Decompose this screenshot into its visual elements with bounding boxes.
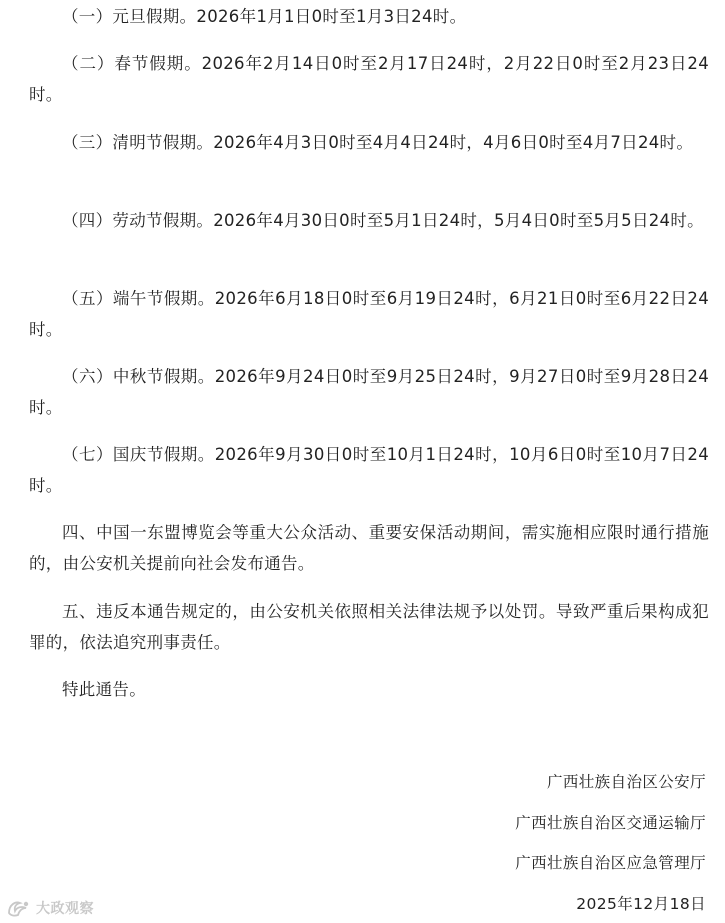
watermark-text: 大政观察 [36, 901, 94, 917]
logo-mark-icon [6, 898, 32, 918]
item-yuandan: （一）元旦假期。2026年1月1日0时至1月3日24时。 [62, 7, 467, 26]
signature-emergency-department: 广西壮族自治区应急管理厅 [515, 854, 706, 872]
signature-transport-department: 广西壮族自治区交通运输厅 [515, 814, 706, 832]
item-zhongqiu: （六）中秋节假期。2026年9月24日0时至9月25日24时，9月27日0时至9月28日24时。 [29, 367, 709, 417]
section-four: 四、中国一东盟博览会等重大公众活动、重要安保活动期间，需实施相应限时通行措施的，由公安机关提前向社会发布通告。 [29, 523, 709, 573]
watermark [6, 896, 94, 920]
closing-statement: 特此通告。 [62, 680, 146, 699]
item-guoqing: （七）国庆节假期。2026年9月30日0时至10月1日24时，10月6日0时至10月7日24时。 [29, 445, 709, 495]
signature-date: 2025年12月18日 [576, 895, 706, 913]
item-laodong: （四）劳动节假期。2026年4月30日0时至5月1日24时，5月4日0时至5月5日24时。 [62, 211, 704, 230]
item-chunjie: （二）春节假期。2026年2月14日0时至2月17日24时，2月22日0时至2月23日24时。 [29, 54, 709, 104]
section-five: 五、违反本通告规定的，由公安机关依照相关法律法规予以处罚。导致严重后果构成犯罪的，依法追究刑事责任。 [29, 602, 709, 652]
signature-police-department: 广西壮族自治区公安厅 [546, 773, 706, 791]
item-qingming: （三）清明节假期。2026年4月3日0时至4月4日24时，4月6日0时至4月7日24时。 [62, 133, 694, 152]
item-duanwu: （五）端午节假期。2026年6月18日0时至6月19日24时，6月21日0时至6月22日24时。 [29, 289, 709, 339]
